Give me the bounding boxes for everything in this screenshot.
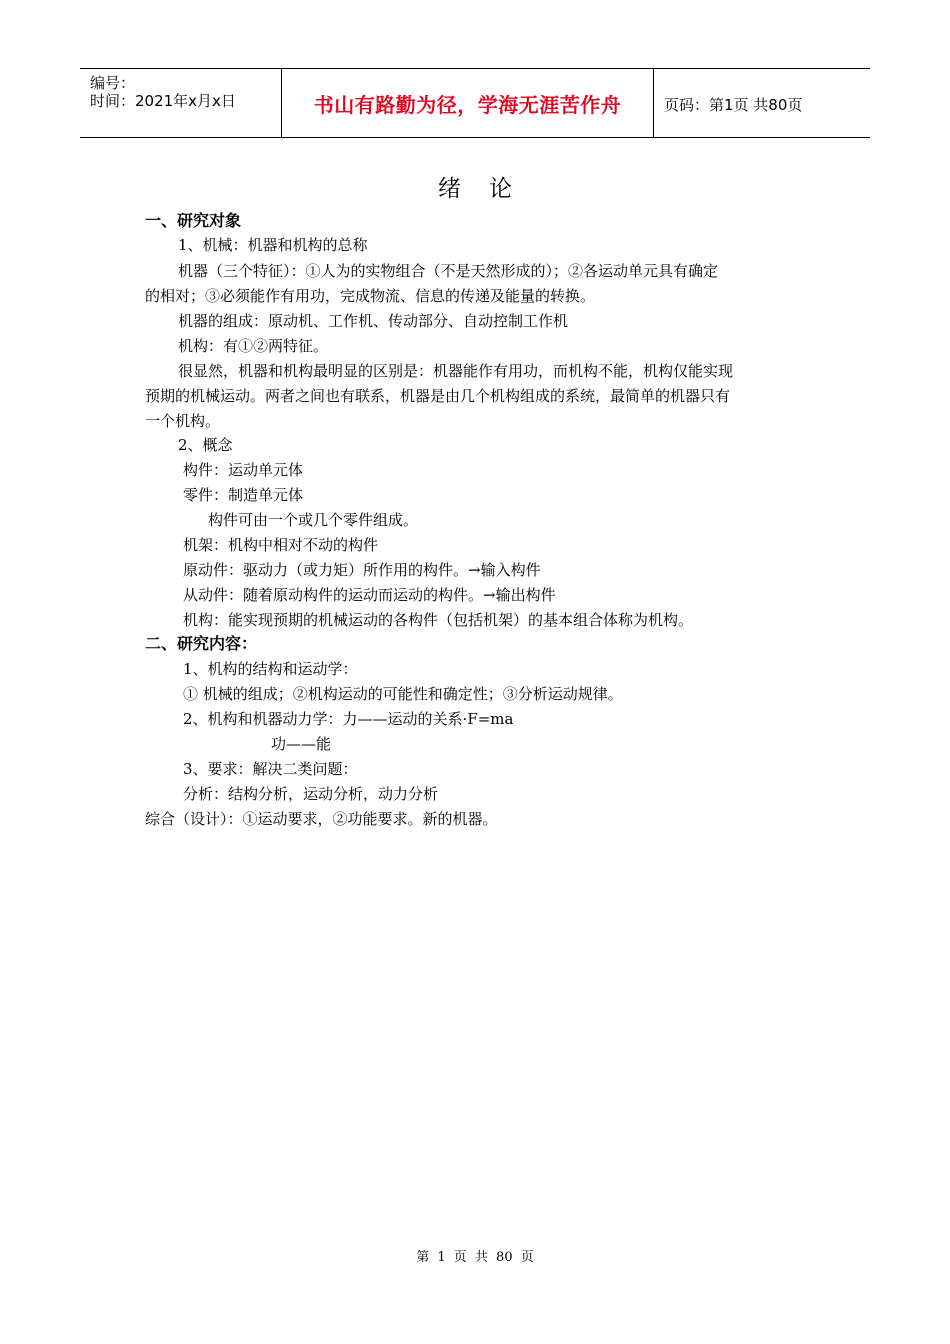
text-line: 一个机构。	[145, 412, 221, 430]
text-line: 机构：有①②两特征。	[178, 337, 329, 355]
text-line: 2、机构和机器动力学：力——运动的关系·F=ma	[183, 710, 514, 728]
text-line: 原动件：驱动力（或力矩）所作用的构件。→输入构件	[183, 561, 541, 579]
text-line: 机架：机构中相对不动的构件	[183, 536, 379, 554]
text-line: 功——能	[271, 735, 332, 753]
page-title: 绪论	[438, 176, 540, 202]
header-left-cell	[80, 69, 282, 137]
page-label: 页码：第1页 共80页	[664, 96, 803, 114]
number-label: 编号：	[90, 74, 136, 92]
section-heading-1: 一、研究对象	[145, 211, 242, 230]
text-line: 1、机构的结构和运动学：	[183, 660, 358, 678]
text-line: 综合（设计）：①运动要求，②功能要求。新的机器。	[145, 810, 498, 828]
time-label: 时间：2021年x月x日	[90, 92, 236, 110]
motto: 书山有路勤为径，学海无涯苦作舟	[313, 92, 622, 117]
header-page-cell	[654, 69, 870, 137]
header-motto-cell	[282, 69, 654, 137]
text-line: 零件：制造单元体	[183, 486, 304, 504]
text-line: 的相对；③必须能作有用功，完成物流、信息的传递及能量的转换。	[145, 287, 596, 305]
text-line: 机器（三个特征）：①人为的实物组合（不是天然形成的）；②各运动单元具有确定	[178, 262, 719, 280]
text-line: 从动件：随着原动构件的运动而运动的构件。→输出构件	[183, 586, 556, 604]
text-line: 机构：能实现预期的机械运动的各构件（包括机架）的基本组合体称为机构。	[183, 611, 694, 629]
header-table	[80, 68, 870, 138]
text-line: 3、要求：解决二类问题：	[183, 760, 358, 778]
text-line: 构件可由一个或几个零件组成。	[208, 511, 419, 529]
text-line: 构件：运动单元体	[183, 461, 304, 479]
page-footer: 第 1 页 共 80 页	[416, 1250, 534, 1265]
text-line: 2、概念	[178, 436, 233, 454]
section-heading-2: 二、研究内容：	[145, 634, 258, 653]
text-line: 1、机械：机器和机构的总称	[178, 236, 368, 254]
text-line: 分析：结构分析，运动分析，动力分析	[183, 785, 439, 803]
text-line: 预期的机械运动。两者之间也有联系，机器是由几个机构组成的系统，最简单的机器只有	[145, 387, 731, 405]
text-line: 很显然，机器和机构最明显的区别是：机器能作有用功，而机构不能，机构仅能实现	[178, 362, 734, 380]
text-line: 机器的组成：原动机、工作机、传动部分、自动控制工作机	[178, 312, 569, 330]
text-line: ① 机械的组成；②机构运动的可能性和确定性；③分析运动规律。	[183, 685, 623, 703]
